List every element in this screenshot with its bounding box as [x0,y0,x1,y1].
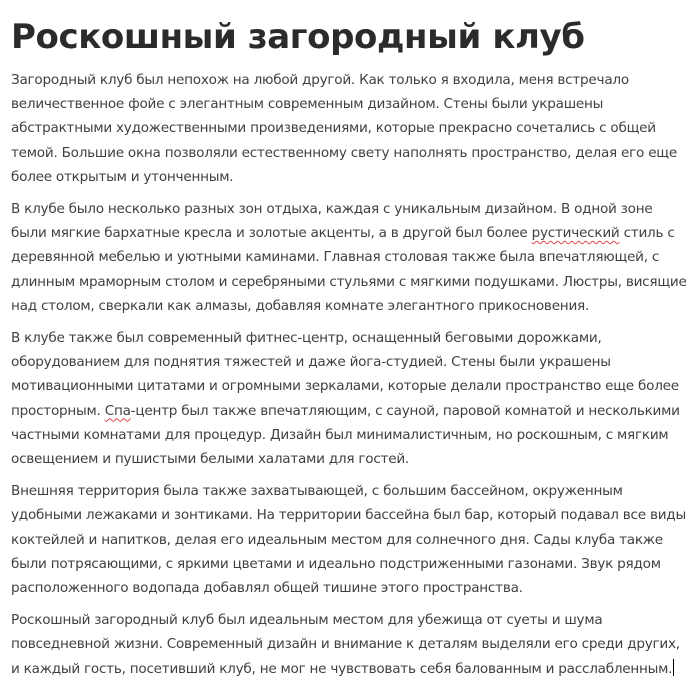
document-body[interactable] [11,68,690,681]
paragraph-2[interactable] [11,197,690,318]
text-cursor [673,659,674,676]
paragraph-3[interactable] [11,326,690,471]
paragraph-text: стиль с деревянной мебелью и уютными каминами. Главная столовая также была впечатляющей, с длинным мраморным столом и серебряными стульями с мягкими подушками. Люстры, висящие над столом, сверкали как алмазы, добавляя комнате элегантного прикосновения. [11,225,687,314]
paragraph-5[interactable] [11,608,690,681]
paragraph-4[interactable] [11,479,690,600]
paragraph-text: Роскошный загородный клуб был идеальным местом для убежища от суеты и шума повседневной жизни. Современный дизайн и внимание к деталям выделяли его среди других, и каждый гость, посетивший клуб, не мог не чувствовать себя балованным и расслабленным. [11,612,680,677]
paragraph-text: Загородный клуб был непохож на любой другой. Как только я входила, меня встречало величественное фойе с элегантным современным дизайном. Стены были украшены абстрактными художественными произведениями, которые прекрасно сочетались с общей темой. Большие окна позволяли естественному свету наполнять пространство, делая его еще более открытым и утонченным. [11,72,677,185]
misspelled-word: Спа [104,402,131,419]
misspelled-word: рустический [531,225,620,242]
paragraph-text: Внешняя территория была также захватывающей, с большим бассейном, окруженным удобными лежаками и зонтиками. На территории бассейна был бар, который подавал все виды коктейлей и напитков, делая его идеальным местом для солнечного дня. Сады клуба также были потрясающими, с яркими цветами и идеально подстриженными газонами. Звук рядом расположенного водопада добавлял общей тишине этого пространства. [11,483,686,597]
paragraph-text: В клубе было несколько разных зон отдыха, каждая с уникальным дизайном. В одной зоне были мягкие бархатные кресла и золотые акценты, а в другой был более [11,201,653,242]
document-title[interactable]: Роскошный загородный клуб [11,17,585,57]
paragraph-text: -центр был также впечатляющим, с сауной, паровой комнатой и несколькими частными комнатами для процедур. Дизайн был минималистичным, но роскошным, с мягким освещением и пушистыми белыми халатами для гостей. [11,402,680,468]
paragraph-1[interactable] [11,68,690,189]
paragraph-text: В клубе также был современный фитнес-центр, оснащенный беговыми дорожками, оборудованием для поднятия тяжестей и даже йога-студией. Стены были украшены мотивационными цитатами и огромными зеркалами, которые делали пространство еще более просторным. [11,330,679,419]
